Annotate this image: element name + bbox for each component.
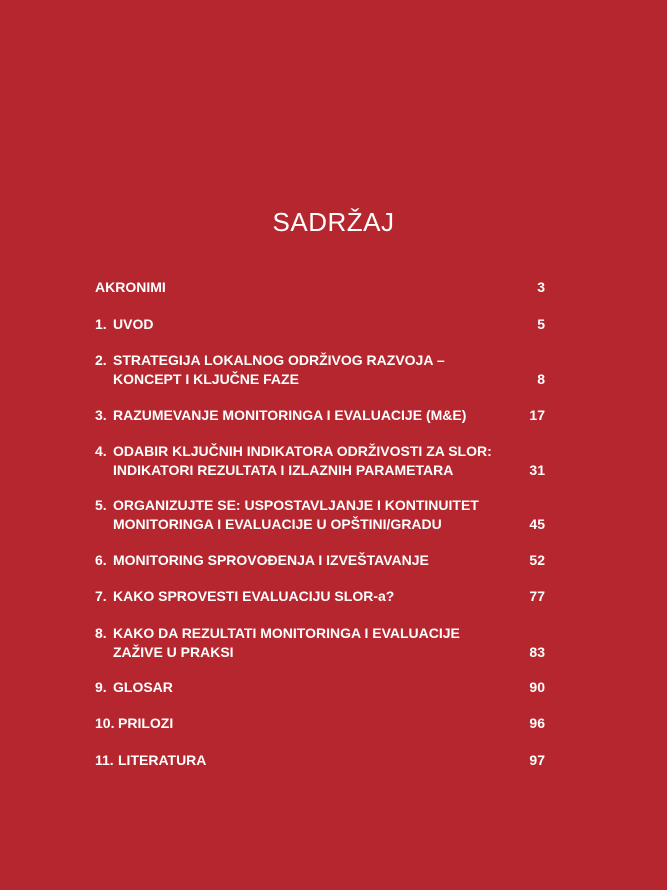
toc-entry-page: 96 (529, 715, 545, 731)
toc-entry-number: 3. (95, 407, 107, 423)
toc-entry-page: 17 (529, 407, 545, 423)
toc-entry-page: 77 (529, 588, 545, 604)
toc-entry-title: UVOD (113, 316, 154, 332)
toc-entry-page: 97 (529, 752, 545, 768)
toc-entry-number: 11. (95, 752, 114, 768)
toc-entry-strategija[interactable] (95, 351, 545, 389)
toc-entry-uvod[interactable] (95, 315, 545, 334)
toc-entry-literatura[interactable] (95, 751, 545, 770)
toc-entry-odabir[interactable] (95, 442, 545, 480)
toc-entry-page: 3 (537, 279, 545, 295)
toc-entry-page: 5 (537, 316, 545, 332)
toc-entry-title-continued: INDIKATORI REZULTATA I IZLAZNIH PARAMETARA (113, 462, 454, 478)
toc-entry-title: KAKO SPROVESTI EVALUACIJU SLOR-a? (113, 588, 395, 604)
toc-entry-page: 8 (537, 371, 545, 387)
toc-entry-page: 90 (529, 679, 545, 695)
toc-entry-evaluacija[interactable] (95, 587, 545, 606)
toc-entry-organizujte[interactable] (95, 496, 545, 534)
toc-entry-title: LITERATURA (118, 752, 207, 768)
toc-entry-page: 52 (529, 552, 545, 568)
toc-entry-title: PRILOZI (118, 715, 174, 731)
toc-entry-title: ORGANIZUJTE SE: USPOSTAVLJANJE I KONTINUITET (113, 497, 479, 513)
toc-entry-page: 45 (529, 516, 545, 532)
toc-entry-title-continued: KONCEPT I KLJUČNE FAZE (113, 371, 299, 387)
toc-entry-razumevanje[interactable] (95, 406, 545, 425)
toc-entry-title: RAZUMEVANJE MONITORINGA I EVALUACIJE (M&E) (113, 407, 467, 423)
toc-entry-title: STRATEGIJA LOKALNOG ODRŽIVOG RAZVOJA – (113, 352, 445, 368)
toc-entry-title: GLOSAR (113, 679, 173, 695)
toc-entry-number: 9. (95, 679, 107, 695)
toc-entry-page: 31 (529, 462, 545, 478)
page-title: SADRŽAJ (272, 207, 395, 238)
toc-entry-monitoring[interactable] (95, 551, 545, 570)
toc-entry-rezultati[interactable] (95, 624, 545, 662)
toc-entry-number: 7. (95, 588, 107, 604)
toc-entry-akronimi[interactable] (95, 278, 545, 297)
toc-entry-number: 8. (95, 625, 107, 641)
toc-entry-number: 1. (95, 316, 107, 332)
toc-entry-title-continued: MONITORINGA I EVALUACIJE U OPŠTINI/GRADU (113, 516, 442, 532)
toc-entry-title: KAKO DA REZULTATI MONITORINGA I EVALUACIJE (113, 625, 460, 641)
toc-entry-number: 2. (95, 352, 107, 368)
table-of-contents (95, 0, 545, 890)
toc-entry-number: 5. (95, 497, 107, 513)
toc-entry-page: 83 (529, 644, 545, 660)
toc-entry-title: AKRONIMI (95, 279, 166, 295)
toc-entry-title: ODABIR KLJUČNIH INDIKATORA ODRŽIVOSTI ZA SLOR: (113, 443, 492, 459)
toc-entry-number: 6. (95, 552, 107, 568)
toc-entry-number: 10. (95, 715, 115, 731)
toc-entry-title: MONITORING SPROVOĐENJA I IZVEŠTAVANJE (113, 552, 429, 568)
toc-entry-title-continued: ZAŽIVE U PRAKSI (113, 644, 234, 660)
toc-entry-number: 4. (95, 443, 107, 459)
toc-entry-glosar[interactable] (95, 678, 545, 697)
toc-entry-prilozi[interactable] (95, 714, 545, 733)
